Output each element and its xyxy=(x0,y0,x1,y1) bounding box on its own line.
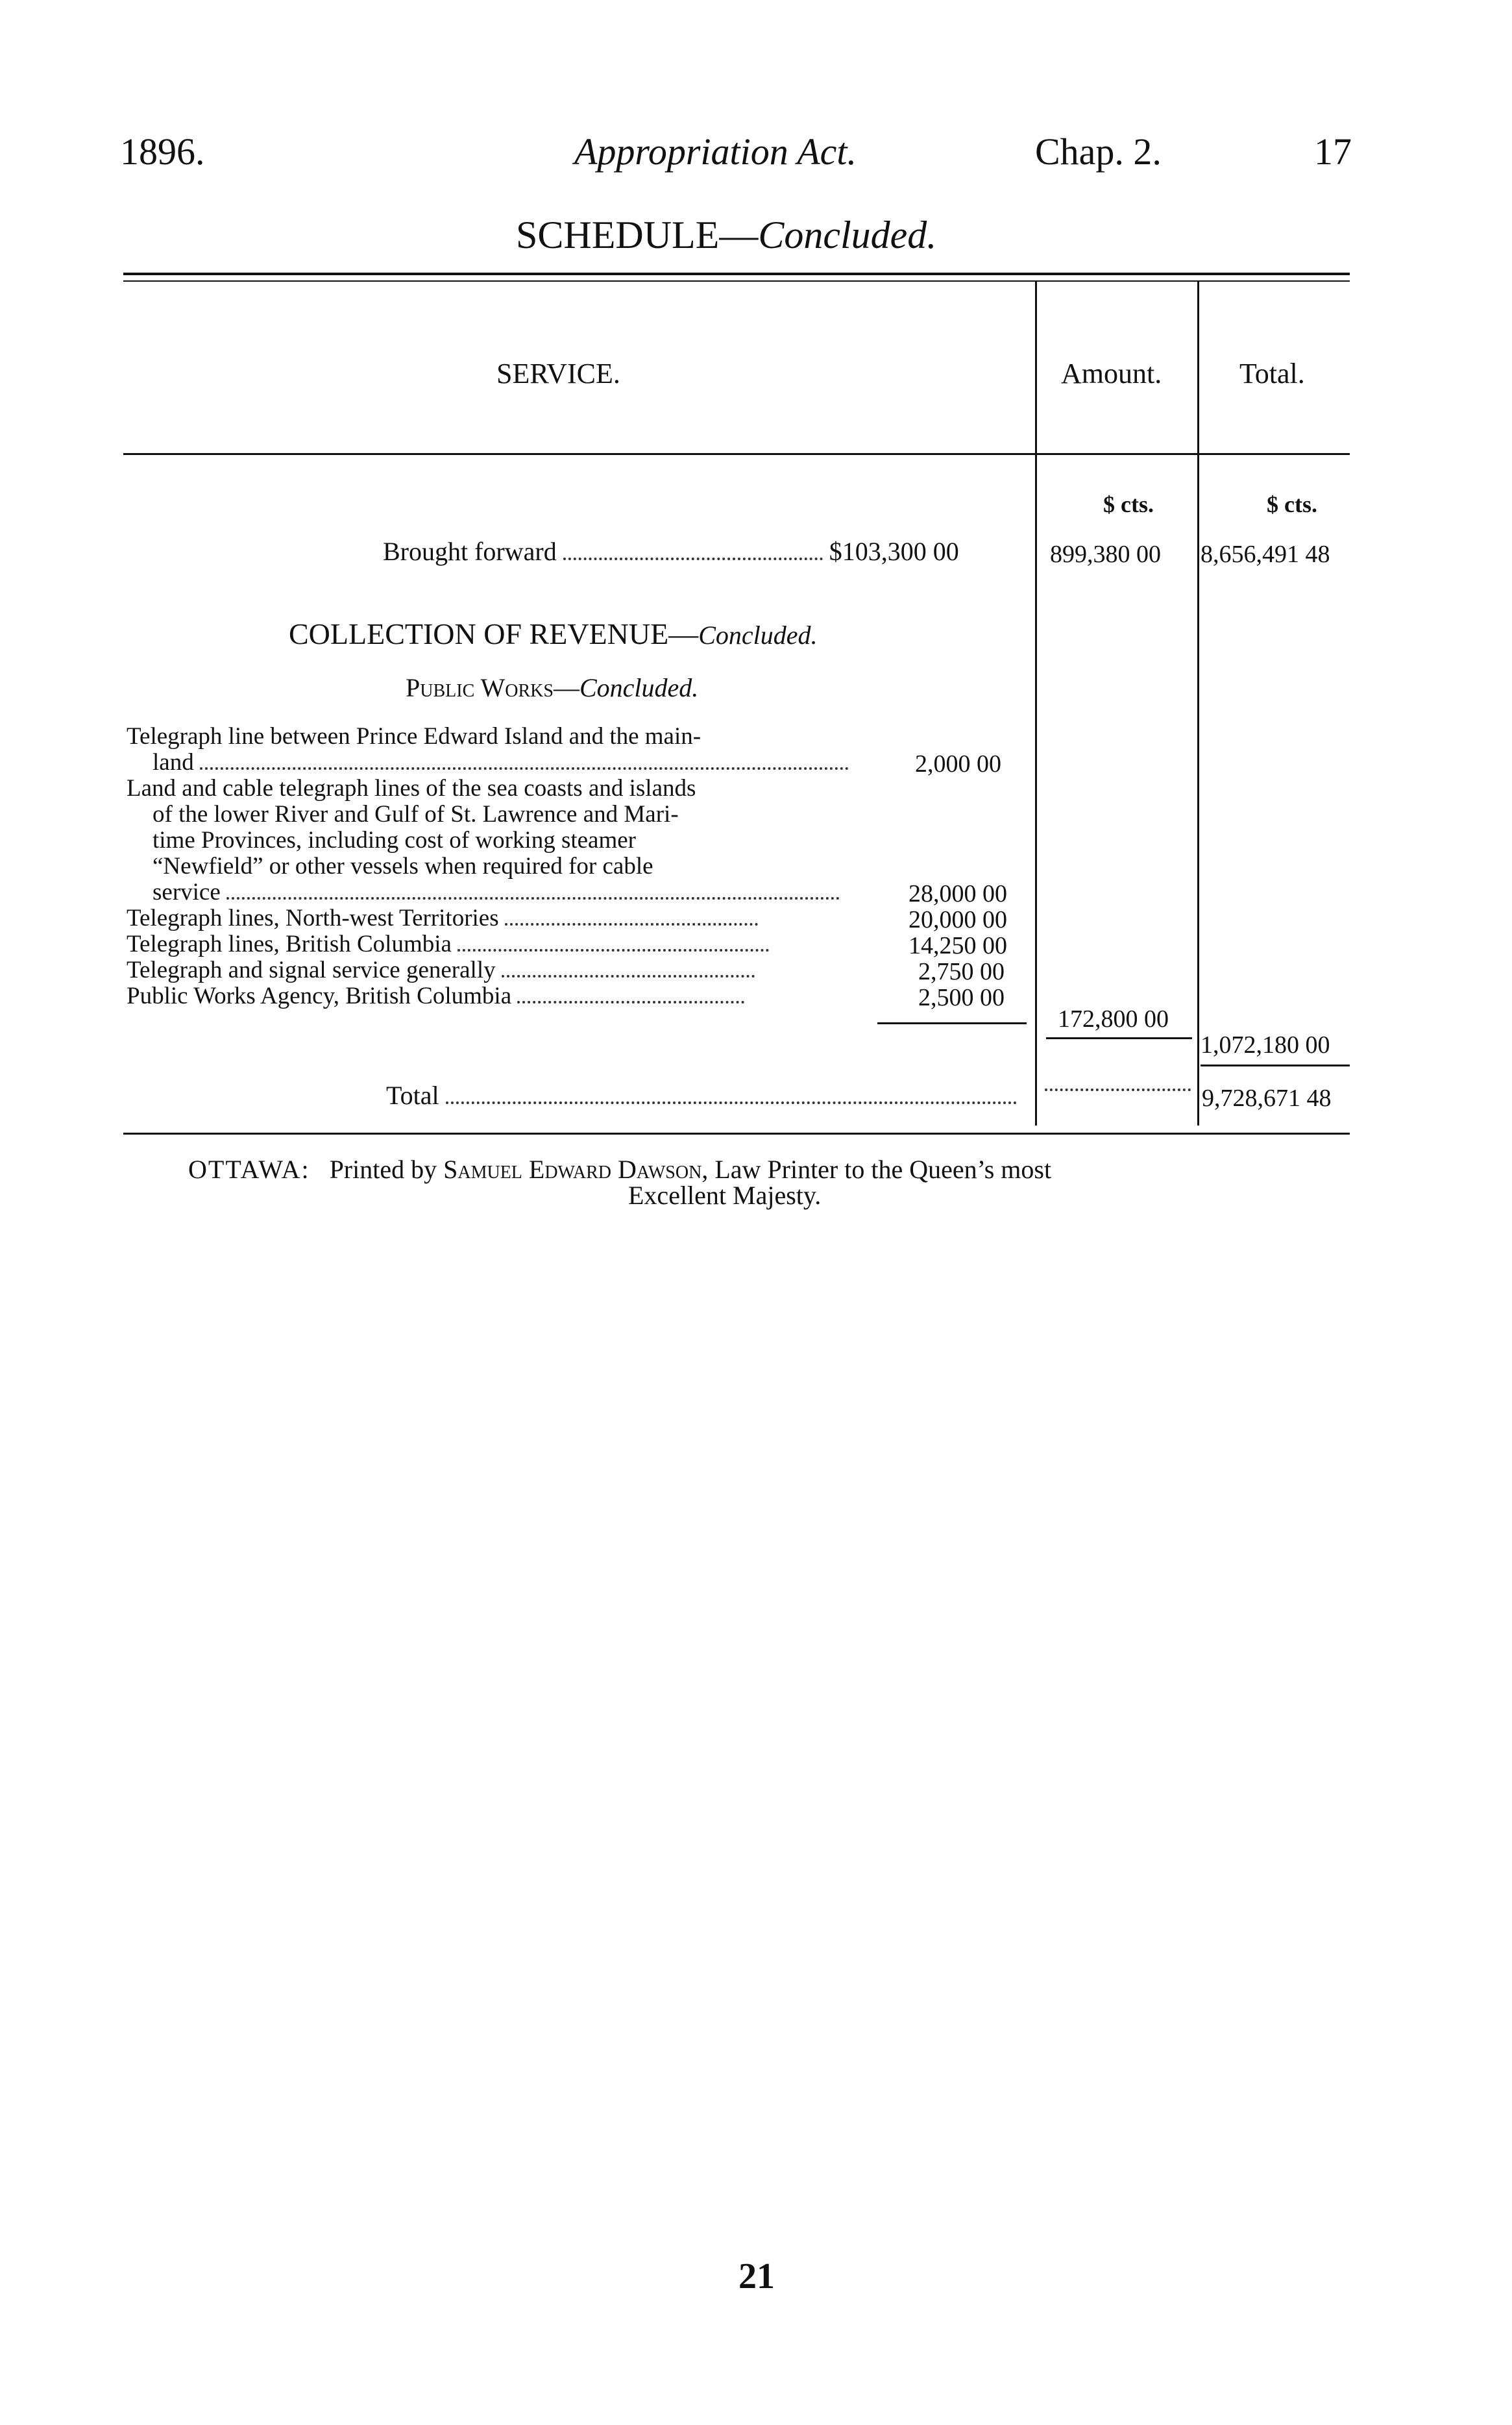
leader-dots xyxy=(446,1102,1017,1104)
subtotal-rule-total xyxy=(1201,1065,1350,1066)
imprint-text-2: Law Printer to the Queen’s most xyxy=(714,1155,1052,1184)
imprint-line-2: Excellent Majesty. xyxy=(628,1181,822,1210)
leader-dots xyxy=(505,923,758,926)
leader-dots xyxy=(517,1001,744,1003)
header-act-title: Appropriation Act. xyxy=(574,130,857,173)
bottom-rule xyxy=(123,1133,1350,1135)
grand-total-amount-leader xyxy=(1045,1083,1191,1094)
top-rule-1 xyxy=(123,273,1350,275)
grand-total-label: Total xyxy=(386,1081,439,1110)
item-value: 20,000 00 xyxy=(908,906,1007,933)
item-line-text: Telegraph and signal service generally xyxy=(127,957,496,983)
column-header-total: Total. xyxy=(1239,358,1305,389)
leader-dots xyxy=(200,767,849,770)
item-value: 2,750 00 xyxy=(918,958,1005,985)
schedule-title-italic: Concluded. xyxy=(758,214,937,256)
section-heading-main: COLLECTION OF REVENUE— xyxy=(289,617,699,650)
item-line xyxy=(152,750,849,776)
subtotal-rule-service xyxy=(877,1022,1027,1024)
imprint-printer: Samuel Edward Dawson, xyxy=(443,1155,709,1184)
column-header-service: SERVICE. xyxy=(496,358,620,389)
leader-dots xyxy=(226,897,840,900)
header-year: 1896. xyxy=(120,130,205,173)
column-header-amount: Amount. xyxy=(1061,358,1162,389)
section-heading xyxy=(289,617,818,651)
header-page-number: 17 xyxy=(1314,130,1352,173)
item-value: 14,250 00 xyxy=(908,932,1007,959)
item-line: time Provinces, including cost of working steamer xyxy=(152,827,636,854)
brought-forward-amount: 899,380 00 xyxy=(1050,541,1161,568)
item-value: 28,000 00 xyxy=(908,880,1007,907)
imprint-place: OTTAWA: xyxy=(188,1155,310,1184)
schedule-title-main: SCHEDULE— xyxy=(516,214,759,256)
subsection-heading-italic: Concluded. xyxy=(579,673,699,702)
footer-page-number: 21 xyxy=(738,2256,775,2296)
item-line-text: Telegraph lines, British Columbia xyxy=(127,931,452,957)
item-line xyxy=(127,905,758,931)
item-line xyxy=(127,957,755,983)
subsection-heading xyxy=(406,672,698,703)
imprint-text-1: Printed by xyxy=(329,1155,437,1184)
subtotal-rule-amount xyxy=(1046,1037,1192,1039)
item-line xyxy=(152,880,840,905)
grand-total-value: 9,728,671 48 xyxy=(1202,1085,1332,1112)
leader-dots xyxy=(457,949,769,952)
leader-dots xyxy=(1045,1089,1191,1091)
unit-total: $ cts. xyxy=(1267,491,1317,517)
item-line-text: Public Works Agency, British Columbia xyxy=(127,983,512,1009)
brought-forward-row xyxy=(383,539,959,565)
item-line: Land and cable telegraph lines of the sea coasts and islands xyxy=(127,775,696,802)
grand-total-row xyxy=(386,1083,1017,1109)
section-heading-italic: Concluded. xyxy=(698,621,818,650)
item-line: “Newfield” or other vessels when required for cable xyxy=(152,853,653,880)
brought-forward-service-value: $103,300 00 xyxy=(829,537,959,566)
imprint-line-1 xyxy=(188,1154,1051,1185)
column-divider-amount xyxy=(1035,282,1037,1126)
subsection-heading-main: Public Works— xyxy=(406,673,579,702)
item-value: 2,000 00 xyxy=(915,750,1001,778)
leader-dots xyxy=(502,975,755,978)
header-chapter: Chap. 2. xyxy=(1035,130,1162,173)
leader-dots xyxy=(563,558,823,560)
item-line: Telegraph line between Prince Edward Island and the main- xyxy=(127,723,701,750)
subtotal-amount: 172,800 00 xyxy=(1058,1005,1169,1033)
heading-rule xyxy=(123,453,1350,455)
top-rule-2 xyxy=(123,280,1350,282)
column-divider-total xyxy=(1197,282,1199,1126)
item-line-text: service xyxy=(152,879,221,905)
item-line xyxy=(127,983,744,1009)
item-line-text: Telegraph lines, North-west Territories xyxy=(127,905,499,931)
item-value: 2,500 00 xyxy=(918,984,1005,1011)
schedule-title xyxy=(516,213,936,258)
unit-amount: $ cts. xyxy=(1103,491,1154,517)
brought-forward-label: Brought forward xyxy=(383,537,557,566)
item-line: of the lower River and Gulf of St. Lawrence and Mari- xyxy=(152,801,679,828)
brought-forward-total: 8,656,491 48 xyxy=(1201,541,1330,568)
item-line xyxy=(127,931,769,957)
subtotal-total: 1,072,180 00 xyxy=(1201,1031,1330,1059)
item-line-text: land xyxy=(152,749,194,776)
